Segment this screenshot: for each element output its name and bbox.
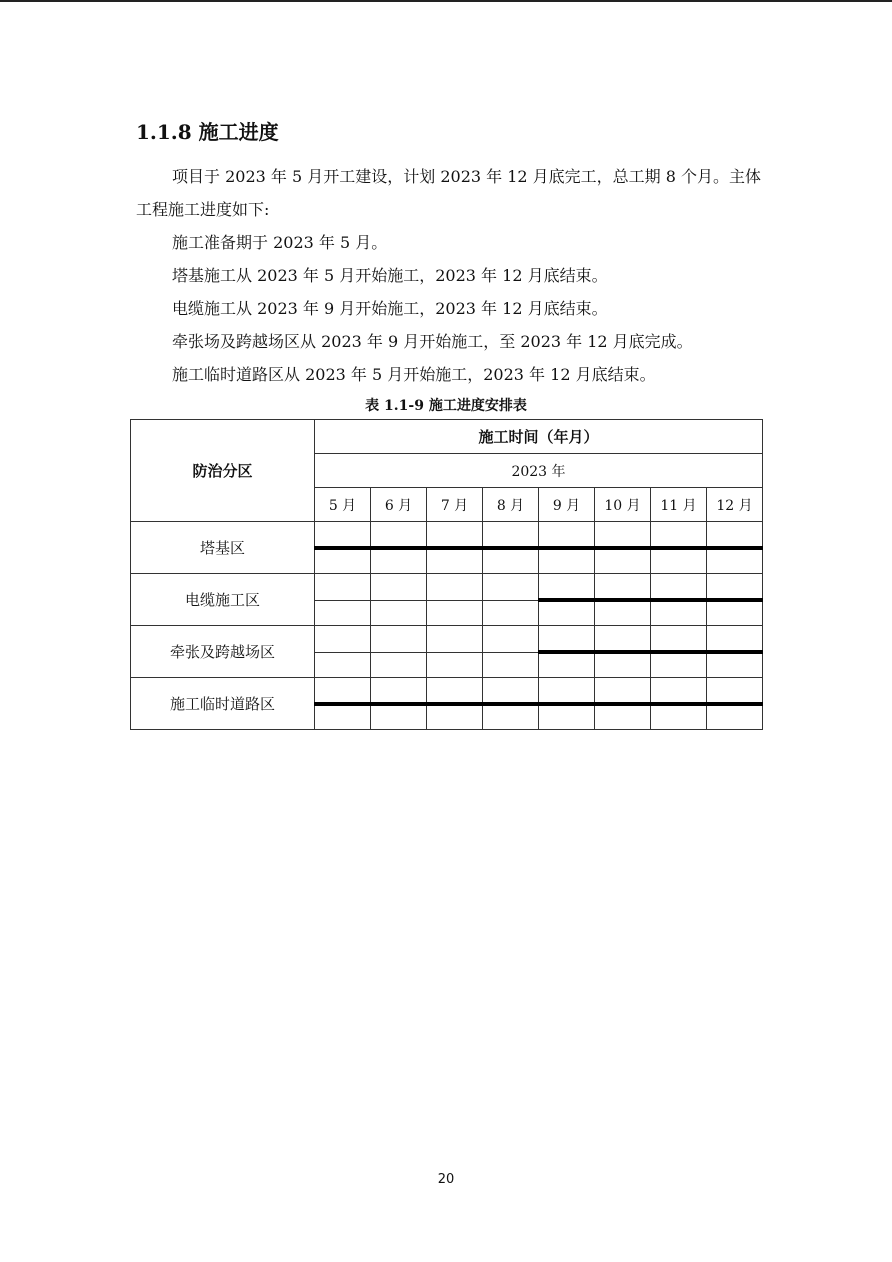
schedule-cell: [483, 574, 539, 626]
page-number: 20: [437, 1172, 455, 1187]
schedule-cell: [651, 574, 707, 626]
schedule-cell: [483, 626, 539, 678]
schedule-cell: [651, 626, 707, 678]
paragraph-road: 施工临时道路区从 2023 年 5 月开始施工，2023 年 12 月底结束。: [172, 365, 656, 384]
schedule-bar: [650, 598, 707, 602]
schedule-bar: [706, 650, 763, 654]
schedule-bar: [594, 650, 651, 654]
cell-divider: [483, 652, 538, 653]
cell-divider: [315, 652, 370, 653]
body-text: [136, 160, 766, 391]
schedule-cell: [483, 678, 539, 730]
schedule-cell: [707, 522, 763, 574]
table-row: [131, 678, 763, 730]
schedule-bar: [538, 650, 595, 654]
cell-divider: [371, 600, 426, 601]
month-header: 10 月: [595, 488, 651, 522]
zone-label: 塔基区: [131, 522, 315, 574]
zone-label: 牵张及跨越场区: [131, 626, 315, 678]
top-border: [0, 0, 892, 2]
time-header: 施工时间（年月）: [315, 420, 763, 454]
schedule-body: [131, 522, 763, 730]
month-header: 9 月: [539, 488, 595, 522]
schedule-bar: [650, 546, 707, 550]
schedule-bar: [482, 546, 539, 550]
schedule-bar: [370, 546, 427, 550]
month-header: 7 月: [427, 488, 483, 522]
schedule-cell: [371, 626, 427, 678]
year-header: 2023 年: [315, 454, 763, 488]
schedule-cell: [707, 574, 763, 626]
month-header: 12 月: [707, 488, 763, 522]
schedule-cell: [707, 678, 763, 730]
schedule-bar: [370, 702, 427, 706]
schedule-bar: [482, 702, 539, 706]
schedule-bar: [314, 702, 371, 706]
schedule-bar: [314, 546, 371, 550]
schedule-cell: [651, 522, 707, 574]
paragraph-intro: 项目于 2023 年 5 月开工建设，计划 2023 年 12 月底完工，总工期 8 个月。主体工程施工进度如下:: [136, 167, 762, 219]
schedule-bar: [594, 546, 651, 550]
schedule-bar: [538, 702, 595, 706]
schedule-cell: [315, 574, 371, 626]
schedule-bar: [426, 702, 483, 706]
schedule-cell: [315, 522, 371, 574]
paragraph-tension: 牵张场及跨越场区从 2023 年 9 月开始施工，至 2023 年 12 月底完成。: [172, 332, 693, 351]
month-header: 11 月: [651, 488, 707, 522]
schedule-cell: [539, 626, 595, 678]
schedule-cell: [427, 522, 483, 574]
schedule-cell: [371, 522, 427, 574]
section-heading: 1.1.8 施工进度: [136, 120, 279, 144]
schedule-table: [130, 419, 763, 730]
schedule-bar: [594, 702, 651, 706]
zone-label: 施工临时道路区: [131, 678, 315, 730]
schedule-cell: [539, 522, 595, 574]
table-row: [131, 522, 763, 574]
schedule-cell: [539, 678, 595, 730]
table-row: [131, 626, 763, 678]
schedule-bar: [538, 546, 595, 550]
cell-divider: [427, 600, 482, 601]
table-row: [131, 574, 763, 626]
schedule-cell: [427, 626, 483, 678]
schedule-bar: [650, 650, 707, 654]
cell-divider: [427, 652, 482, 653]
schedule-cell: [371, 574, 427, 626]
month-header: 5 月: [315, 488, 371, 522]
schedule-cell: [427, 574, 483, 626]
schedule-cell: [707, 626, 763, 678]
schedule-bar: [706, 702, 763, 706]
schedule-bar: [706, 546, 763, 550]
schedule-cell: [315, 626, 371, 678]
schedule-cell: [427, 678, 483, 730]
paragraph-tower: 塔基施工从 2023 年 5 月开始施工，2023 年 12 月底结束。: [172, 266, 608, 285]
schedule-cell: [595, 522, 651, 574]
schedule-bar: [650, 702, 707, 706]
schedule-cell: [371, 678, 427, 730]
schedule-cell: [315, 678, 371, 730]
schedule-bar: [706, 598, 763, 602]
month-header: 6 月: [371, 488, 427, 522]
table-caption: 表 1.1-9 施工进度安排表: [365, 398, 527, 414]
cell-divider: [371, 652, 426, 653]
schedule-cell: [483, 522, 539, 574]
schedule-cell: [651, 678, 707, 730]
schedule-cell: [595, 574, 651, 626]
schedule-cell: [539, 574, 595, 626]
zone-label: 电缆施工区: [131, 574, 315, 626]
schedule-bar: [426, 546, 483, 550]
zone-header: 防治分区: [131, 420, 315, 522]
paragraph-prep: 施工准备期于 2023 年 5 月。: [172, 233, 388, 252]
month-header: 8 月: [483, 488, 539, 522]
schedule-cell: [595, 626, 651, 678]
schedule-cell: [595, 678, 651, 730]
cell-divider: [315, 600, 370, 601]
paragraph-cable: 电缆施工从 2023 年 9 月开始施工，2023 年 12 月底结束。: [172, 299, 608, 318]
cell-divider: [483, 600, 538, 601]
schedule-bar: [538, 598, 595, 602]
schedule-bar: [594, 598, 651, 602]
